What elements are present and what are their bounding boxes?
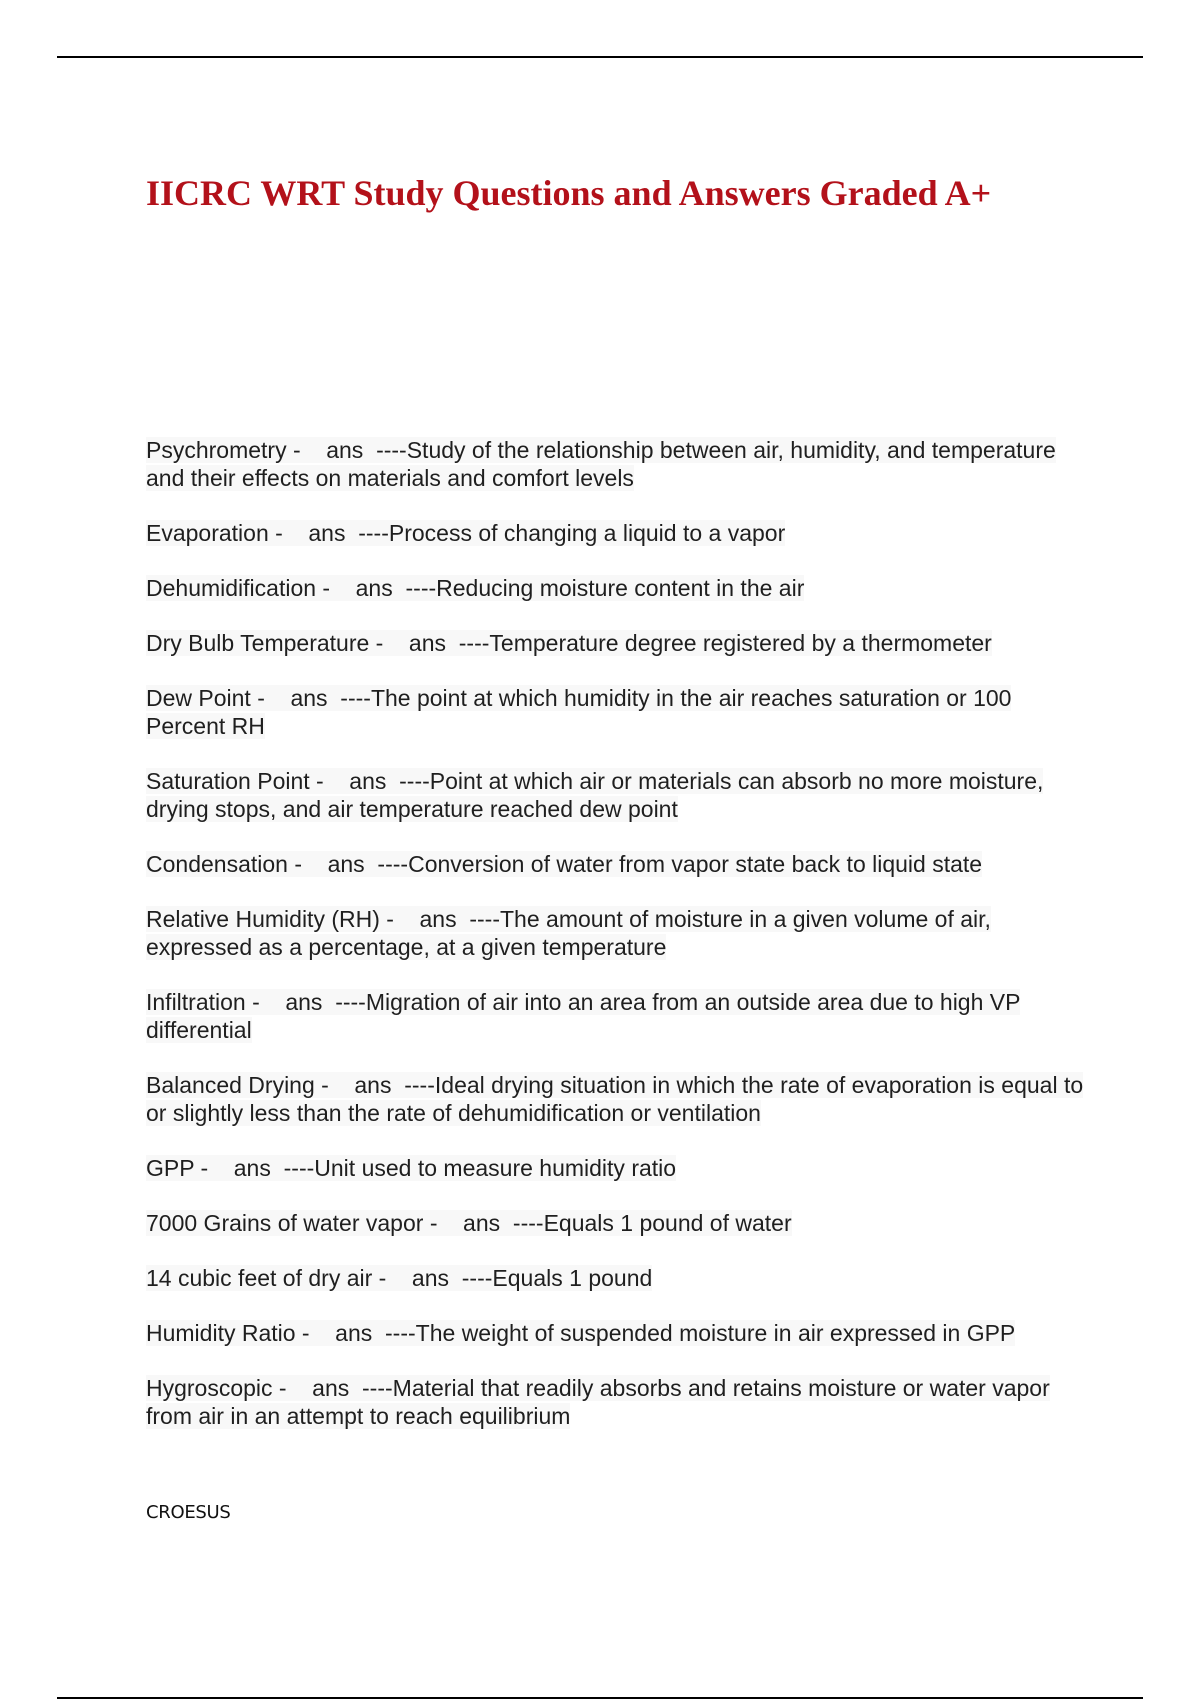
qa-item <box>146 519 1086 547</box>
qa-item <box>146 1374 1086 1430</box>
answer-separator: - ans ---- <box>245 989 366 1015</box>
answer-text: Unit used to measure humidity ratio <box>314 1155 677 1181</box>
answer-separator: - ans ---- <box>295 1320 416 1346</box>
answer-separator: - ans ---- <box>316 575 437 601</box>
answer-text: Conversion of water from vapor state back to liquid state <box>408 851 983 877</box>
qa-item <box>146 905 1086 961</box>
question-term: Psychrometry <box>146 437 287 463</box>
answer-separator: - ans ---- <box>272 1375 393 1401</box>
answer-separator: - ans ---- <box>372 1265 493 1291</box>
answer-text: Ideal drying situation in which the rate of evaporation is equal to or slightly less than the rate of dehumidification or ventilation <box>146 1072 1084 1126</box>
answer-separator: - ans ---- <box>369 630 490 656</box>
question-term: Hygroscopic <box>146 1375 273 1401</box>
answer-separator: - ans ---- <box>423 1210 544 1236</box>
question-term: Humidity Ratio <box>146 1320 296 1346</box>
qa-item <box>146 1154 1086 1182</box>
qa-item <box>146 1264 1086 1292</box>
question-term: GPP <box>146 1155 195 1181</box>
question-term: Infiltration <box>146 989 246 1015</box>
document-title: IICRC WRT Study Questions and Answers Graded A+ <box>146 173 992 213</box>
answer-separator: - ans ---- <box>194 1155 315 1181</box>
answer-text: Temperature degree registered by a thermometer <box>489 630 992 656</box>
question-term: Dehumidification <box>146 575 317 601</box>
top-rule <box>57 56 1143 58</box>
question-term: Relative Humidity (RH) <box>146 906 380 932</box>
footer-brand: CROESUS <box>146 1502 231 1523</box>
answer-separator: - ans ---- <box>286 437 407 463</box>
question-term: Condensation <box>146 851 288 877</box>
answer-separator: - ans ---- <box>379 906 500 932</box>
qa-list <box>146 436 1086 1457</box>
question-term: 14 cubic feet of dry air <box>146 1265 373 1291</box>
qa-item <box>146 1209 1086 1237</box>
answer-text: Point at which air or materials can absorb no more moisture, drying stops, and air temperature reached dew point <box>146 768 1044 822</box>
answer-separator: - ans ---- <box>268 520 389 546</box>
question-term: Dew Point <box>146 685 251 711</box>
question-term: Saturation Point <box>146 768 310 794</box>
answer-text: Material that readily absorbs and retains moisture or water vapor from air in an attempt to reach equilibrium <box>146 1375 1050 1429</box>
answer-text: Study of the relationship between air, humidity, and temperature and their effects on materials and comfort levels <box>146 437 1056 491</box>
qa-item <box>146 988 1086 1044</box>
qa-item <box>146 574 1086 602</box>
qa-item <box>146 767 1086 823</box>
answer-text: The point at which humidity in the air reaches saturation or 100 Percent RH <box>146 685 1012 739</box>
answer-separator: - ans ---- <box>250 685 371 711</box>
answer-text: The amount of moisture in a given volume of air, expressed as a percentage, at a given temperature <box>146 906 991 960</box>
qa-item <box>146 629 1086 657</box>
answer-text: The weight of suspended moisture in air expressed in GPP <box>415 1320 1016 1346</box>
question-term: Balanced Drying <box>146 1072 315 1098</box>
answer-text: Migration of air into an area from an outside area due to high VP differential <box>146 989 1021 1043</box>
bottom-rule <box>57 1697 1143 1699</box>
qa-item <box>146 684 1086 740</box>
qa-item <box>146 1319 1086 1347</box>
question-term: Dry Bulb Temperature <box>146 630 370 656</box>
qa-item <box>146 436 1086 492</box>
answer-separator: - ans ---- <box>314 1072 435 1098</box>
answer-text: Reducing moisture content in the air <box>436 575 805 601</box>
answer-separator: - ans ---- <box>309 768 430 794</box>
answer-text: Equals 1 pound <box>492 1265 653 1291</box>
question-term: Evaporation <box>146 520 269 546</box>
question-term: 7000 Grains of water vapor <box>146 1210 424 1236</box>
answer-separator: - ans ---- <box>287 851 409 877</box>
qa-item <box>146 850 1086 878</box>
answer-text: Equals 1 pound of water <box>543 1210 792 1236</box>
qa-item <box>146 1071 1086 1127</box>
answer-text: Process of changing a liquid to a vapor <box>388 520 786 546</box>
